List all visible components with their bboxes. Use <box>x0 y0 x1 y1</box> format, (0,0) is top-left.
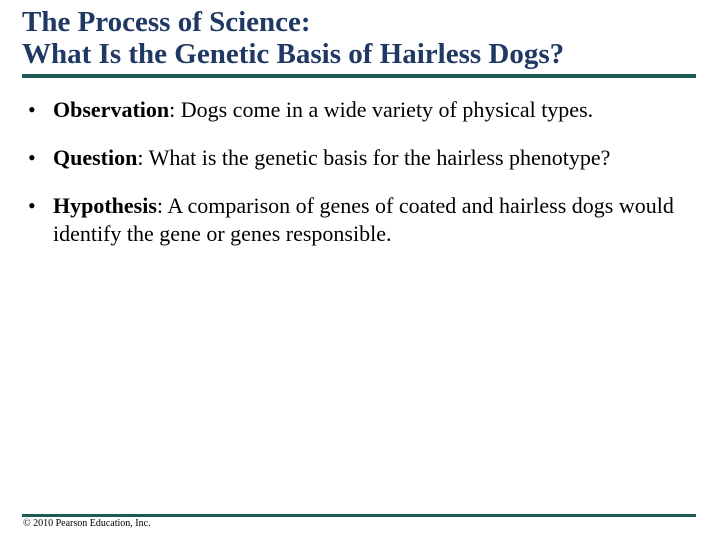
bullet-observation <box>28 96 698 124</box>
bullet-term: Hypothesis <box>53 193 157 218</box>
bullet-text: : What is the genetic basis for the hairless phenotype? <box>137 145 611 170</box>
bullet-icon: • <box>28 145 36 170</box>
bullet-hypothesis <box>28 192 698 248</box>
title-divider <box>22 74 696 78</box>
title-line-2: What Is the Genetic Basis of Hairless Dogs? <box>22 38 565 70</box>
bullet-text: : Dogs come in a wide variety of physical types. <box>169 97 594 122</box>
bullet-term: Observation <box>53 97 170 122</box>
bullet-icon: • <box>28 193 36 218</box>
copyright-footer: © 2010 Pearson Education, Inc. <box>23 518 151 529</box>
slide-title <box>22 6 702 70</box>
footer-divider <box>22 514 696 517</box>
bullet-icon: • <box>28 97 36 122</box>
bullet-question <box>28 144 698 172</box>
bullet-text: : A comparison of genes of coated and hairless dogs would identify the gene or genes responsible. <box>53 193 674 246</box>
bullet-list <box>28 96 698 268</box>
title-line-1: The Process of Science: <box>22 6 311 38</box>
bullet-term: Question <box>53 145 138 170</box>
